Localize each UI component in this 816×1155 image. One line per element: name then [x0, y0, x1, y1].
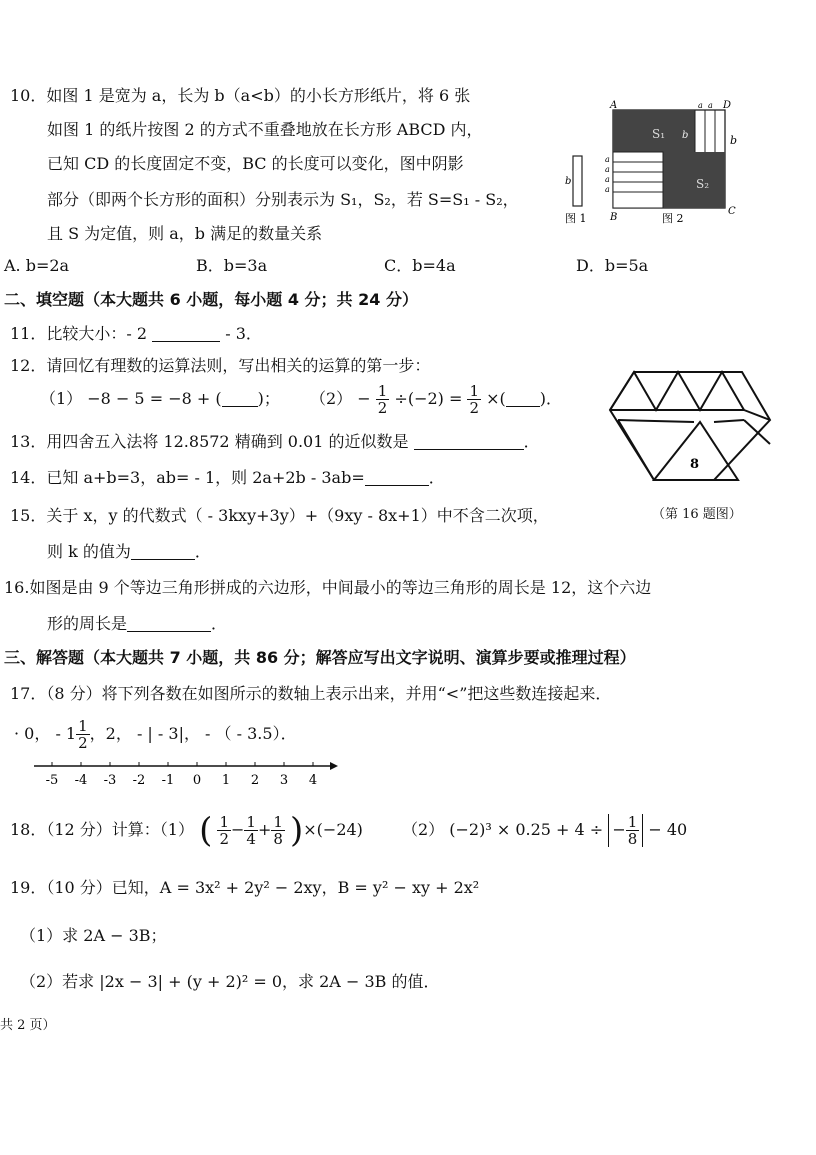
q17-number-line	[30, 756, 340, 792]
q10-line4: 部分（即两个长方形的面积）分别表示为 S₁，S₂，若 S=S₁ - S₂，	[47, 190, 519, 209]
q10-option-a: A. b=2a	[4, 256, 70, 275]
fig2-a2: a	[605, 165, 610, 174]
q12-frac1-num: 1	[377, 382, 388, 400]
fig2-letter-c: C	[728, 206, 736, 217]
number-line-tick-label: 4	[308, 773, 318, 788]
q12-p1-pre: （1） −8 − 5 = −8 + (	[40, 389, 222, 408]
q11-blank[interactable]	[152, 325, 220, 342]
q12-line: 12．请回忆有理数的运算法则，写出相关的运算的第一步：	[10, 356, 431, 375]
fig2-letter-b: B	[610, 212, 618, 223]
triangle-8-label: 8	[690, 457, 700, 472]
number-line-arrow	[330, 762, 338, 770]
q12-p2-pre: （2） −	[310, 389, 371, 408]
q13	[10, 432, 540, 452]
q17-nums-post: ，2， - | - 3|， - （ - 3.5）．	[89, 724, 297, 743]
q18-part2	[402, 808, 687, 852]
q13-pre: 13．用四舍五入法将 12.8572 精确到 0.01 的近似数是	[10, 432, 409, 451]
q14-pre: 14．已知 a+b=3，ab= - 1，则 2a+2b - 3ab=	[10, 468, 365, 487]
number-line-tick-label: -2	[132, 773, 146, 788]
q16-post2: ．	[211, 614, 228, 633]
q17-frac-den: 2	[78, 734, 88, 752]
fig2-label: 图 2	[662, 212, 684, 225]
q12-p2-blank[interactable]	[506, 390, 540, 407]
fig2-b-right: b	[730, 134, 738, 147]
q10-figures	[560, 96, 750, 231]
q11-post: - 3．	[225, 324, 262, 343]
q18-frac-c-den: 8	[273, 830, 283, 848]
q10-option-c: C．b=4a	[384, 256, 456, 275]
q12-frac1	[376, 383, 390, 416]
q18-p2-pre: （2） (−2)³ × 0.25 + 4 ÷	[402, 820, 604, 839]
fig2-s1-label: S₁	[652, 127, 666, 141]
q18-frac-d-den: 8	[627, 830, 638, 848]
q12-p1-blank[interactable]	[222, 390, 258, 407]
q12-part1	[40, 389, 280, 409]
q18-pre: 18．（12 分）计算：（1）	[10, 820, 194, 839]
q10-line1: 10．如图 1 是宽为 a，长为 b（a<b）的小长方形纸片，将 6 张	[10, 86, 471, 105]
q12-part2	[310, 377, 562, 421]
q18-paren-right: )	[290, 810, 304, 851]
q15-pre2: 则 k 的值为	[47, 542, 131, 561]
fig2-a1: a	[605, 155, 610, 164]
q12-p2-post: )．	[539, 389, 563, 408]
fig2-b-inner: b	[682, 130, 689, 141]
fig2-a5: a	[698, 101, 703, 110]
fig2-a6: a	[708, 101, 713, 110]
q18-p1-tail: ×(−24)	[303, 820, 363, 839]
fig1-rect	[573, 156, 582, 206]
q13-blank[interactable]	[414, 433, 524, 450]
q12-frac1-den: 2	[377, 399, 388, 417]
q18-abs: − $\frac{1}{8}$	[608, 814, 643, 847]
q15-line2	[47, 542, 211, 562]
q18-frac-b	[244, 814, 258, 847]
q14	[10, 468, 445, 488]
fig2-a4: a	[605, 185, 610, 194]
fig1-b: b	[565, 176, 572, 187]
q19-line2: （1）求 2A − 3B；	[20, 926, 167, 945]
q18-frac-d	[626, 814, 640, 847]
q12-p2-mid2: ×(	[486, 389, 506, 408]
q12-p2-mid1: ÷(−2) =	[394, 389, 463, 408]
fig2-s2	[663, 152, 725, 208]
q17-frac-num: 1	[78, 717, 88, 735]
q16-blank[interactable]	[127, 615, 211, 632]
q17-nums-pre: · 0， - 1	[14, 724, 77, 743]
q17-frac	[76, 718, 90, 751]
q18-frac-b-den: 4	[246, 830, 256, 848]
number-line-tick-label: 0	[192, 773, 202, 788]
q15-post2: ．	[194, 542, 211, 561]
q17-numbers	[14, 712, 297, 756]
q10-line3: 已知 CD 的长度固定不变，BC 的长度可以变化，图中阴影	[47, 154, 464, 173]
q15-blank[interactable]	[131, 543, 195, 560]
number-line-tick-label: -1	[161, 773, 175, 788]
q14-post: ．	[428, 468, 445, 487]
fig2-s2-label: S₂	[696, 177, 710, 191]
q10-line5: 且 S 为定值，则 a，b 满足的数量关系	[47, 224, 323, 243]
number-line-tick-label: 2	[250, 773, 260, 788]
q18-frac-a-num: 1	[219, 813, 229, 831]
q19-line1: 19．（10 分）已知，A = 3x² + 2y² − 2xy，B = y² − xy + 2x²	[10, 878, 480, 897]
fig2-letter-a: A	[610, 100, 618, 111]
number-line-tick-label: -3	[103, 773, 117, 788]
q19-line3: （2）若求 |2x − 3| + (y + 2)² = 0，求 2A − 3B 的值．	[20, 972, 440, 991]
q16-pre2: 形的周长是	[47, 614, 128, 633]
fig2-letter-d: D	[723, 100, 732, 111]
q18-frac-a-den: 2	[219, 830, 229, 848]
q12-frac2-den: 2	[469, 399, 480, 417]
number-line-tick-label: 3	[279, 773, 289, 788]
q17-line1: 17．（8 分）将下列各数在如图所示的数轴上表示出来，并用“<”把这些数连接起来．	[10, 684, 612, 703]
q18-frac-b-num: 1	[246, 813, 256, 831]
q10-option-b: B．b=3a	[196, 256, 268, 275]
q18-p2-tail: − 40	[648, 820, 688, 839]
fig1-label: 图 1	[565, 212, 587, 225]
q18: 18．（12 分）计算：（1） ( $\frac{1}{2}$ − $\frac{1}{4}$ + $\frac{1}{8}$ )×(−24)	[10, 810, 363, 851]
q18-paren-left: (	[199, 810, 213, 851]
q12-p1-post: )；	[257, 389, 280, 408]
q11	[10, 324, 262, 344]
q10-option-d: D．b=5a	[576, 256, 649, 275]
q13-post: ．	[523, 432, 540, 451]
fig2-a3: a	[605, 175, 610, 184]
q16-line1: 16.如图是由 9 个等边三角形拼成的六边形，中间最小的等边三角形的周长是 12，这个六边	[4, 578, 652, 597]
number-line-tick-label: -4	[74, 773, 88, 788]
q16-caption: （第 16 题图）	[652, 507, 742, 522]
q18-frac-a	[217, 814, 231, 847]
q15-line1: 15．关于 x，y 的代数式（ - 3kxy+3y）+（9xy - 8x+1）中不含二次项，	[10, 506, 549, 525]
q14-blank[interactable]	[365, 469, 429, 486]
q18-frac-c-num: 1	[273, 813, 283, 831]
q16-line2	[47, 614, 227, 634]
q18-frac-c	[271, 814, 285, 847]
number-line-tick-label: -5	[45, 773, 59, 788]
section2-heading: 二、填空题（本大题共 6 小题，每小题 4 分；共 24 分）	[4, 290, 418, 309]
q11-pre: 11．比较大小：- 2	[10, 324, 148, 343]
fig2-left-strips	[613, 152, 663, 208]
q10-line2: 如图 1 的纸片按图 2 的方式不重叠地放在长方形 ABCD 内，	[47, 120, 483, 139]
number-line-tick-label: 1	[221, 773, 231, 788]
q12-frac2	[467, 383, 481, 416]
section3-heading: 三、解答题（本大题共 7 小题，共 86 分；解答应写出文字说明、演算步要或推理过程）	[4, 648, 636, 667]
q18-frac-d-num: 1	[627, 813, 638, 831]
q12-frac2-num: 1	[469, 382, 480, 400]
page-footer: 共 2 页）	[0, 1018, 56, 1033]
